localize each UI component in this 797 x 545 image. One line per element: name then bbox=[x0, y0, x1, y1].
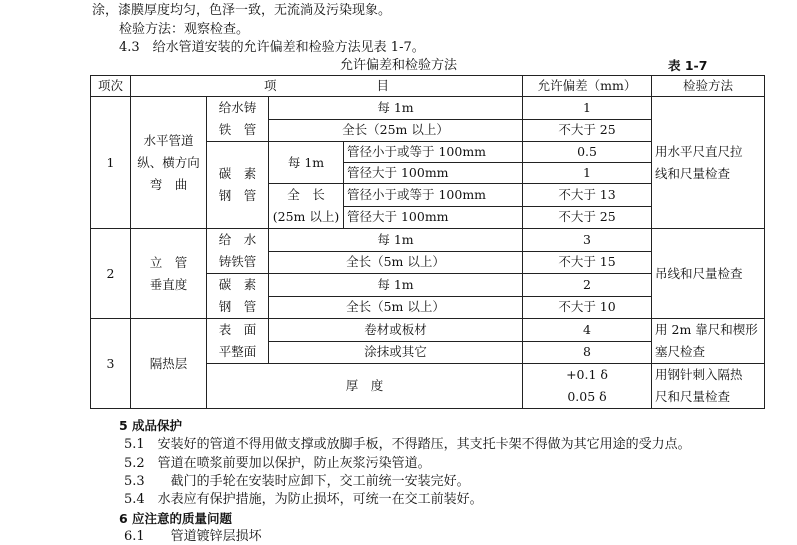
table-cell: 每 1m bbox=[269, 97, 523, 120]
tolerance-value: 2 bbox=[523, 274, 652, 297]
table-cell: 管径大于 100mm bbox=[344, 206, 523, 229]
table-row bbox=[91, 229, 765, 252]
item-name: 立 管 垂直度 bbox=[131, 229, 207, 319]
pipe-type: 碳 素 钢 管 bbox=[207, 142, 269, 229]
text-line: 5.1 安装好的管道不得用做支撑或放脚手板，不得踏压，其支托卡架不得做为其它用途的受力点。 bbox=[124, 437, 691, 452]
section-heading: 5 成品保护 bbox=[119, 418, 183, 433]
tolerance-value: 8 bbox=[523, 341, 652, 364]
section-heading: 6 应注意的质量问题 bbox=[119, 511, 233, 526]
table-row bbox=[91, 97, 765, 120]
table-cell: 管径小于或等于 100mm bbox=[344, 184, 523, 207]
text-line: 涂，漆膜厚度均匀，色泽一致，无流淌及污染现象。 bbox=[92, 3, 392, 18]
tolerance-value: 1 bbox=[523, 163, 652, 184]
row-number: 1 bbox=[91, 97, 131, 229]
table-cell: 管径小于或等于 100mm bbox=[344, 142, 523, 163]
tolerance-value: 4 bbox=[523, 319, 652, 342]
tolerance-value: 3 bbox=[523, 229, 652, 252]
pipe-type: 给 水 铸铁管 bbox=[207, 229, 269, 274]
item-name: 水平管道 纵、横方向 弯 曲 bbox=[131, 97, 207, 229]
table-cell: 厚 度 bbox=[207, 364, 523, 409]
text-line: 检验方法：观察检查。 bbox=[119, 22, 250, 37]
tolerance-value: 1 bbox=[523, 97, 652, 120]
table-cell: 全长（5m 以上） bbox=[269, 251, 523, 274]
check-method: 吊线和尺量检查 bbox=[652, 229, 765, 319]
tolerance-value: 不大于 25 bbox=[523, 206, 652, 229]
table-cell: 全 长 (25m 以上) bbox=[269, 184, 344, 229]
table-cell: 涂抹或其它 bbox=[269, 341, 523, 364]
table-cell: 全长（5m 以上） bbox=[269, 296, 523, 319]
tolerance-value: 0.5 bbox=[523, 142, 652, 163]
tolerance-value: +0.1 δ 0.05 δ bbox=[523, 364, 652, 409]
table-cell: 卷材或板材 bbox=[269, 319, 523, 342]
item-name: 隔热层 bbox=[131, 319, 207, 409]
table-cell: 管径大于 100mm bbox=[344, 163, 523, 184]
table-cell: 每 1m bbox=[269, 274, 523, 297]
tolerance-value: 不大于 13 bbox=[523, 184, 652, 207]
row-number: 3 bbox=[91, 319, 131, 409]
pipe-type: 给水铸 铁 管 bbox=[207, 97, 269, 142]
tolerance-table bbox=[90, 75, 765, 409]
table-caption: 允许偏差和检验方法 bbox=[340, 58, 458, 73]
table-cell: 每 1m bbox=[269, 229, 523, 252]
header-cell: 检验方法 bbox=[652, 76, 765, 97]
header-cell: 项次 bbox=[91, 76, 131, 97]
tolerance-value: 不大于 15 bbox=[523, 251, 652, 274]
table-cell: 表 面 平整面 bbox=[207, 319, 269, 364]
header-cell: 允许偏差（mm） bbox=[523, 76, 652, 97]
text-line: 5.3 截门的手轮在安装时应卸下，交工前统一安装完好。 bbox=[124, 474, 470, 489]
text-line: 6.1 管道镀锌层损坏 bbox=[124, 529, 262, 544]
text-line: 5.2 管道在喷浆前要加以保护，防止灰浆污染管道。 bbox=[124, 456, 431, 471]
check-method: 用水平尺直尺拉 线和尺量检查 bbox=[652, 97, 765, 229]
table-header-row bbox=[91, 76, 765, 97]
text-line: 4.3 给水管道安装的允许偏差和检验方法见表 1-7。 bbox=[119, 40, 425, 55]
check-method: 用 2m 靠尺和楔形 塞尺检查 bbox=[652, 319, 765, 364]
check-method: 用钢针刺入隔热 尺和尺量检查 bbox=[652, 364, 765, 409]
table-number: 表 1-7 bbox=[668, 58, 708, 73]
tolerance-value: 不大于 25 bbox=[523, 119, 652, 142]
pipe-type: 碳 素 钢 管 bbox=[207, 274, 269, 319]
table-cell: 全长（25m 以上） bbox=[269, 119, 523, 142]
header-cell: 项 目 bbox=[131, 76, 523, 97]
table-cell: 每 1m bbox=[269, 142, 344, 184]
table-row bbox=[91, 319, 765, 342]
row-number: 2 bbox=[91, 229, 131, 319]
text-line: 5.4 水表应有保护措施，为防止损坏，可统一在交工前装好。 bbox=[124, 492, 483, 507]
tolerance-value: 不大于 10 bbox=[523, 296, 652, 319]
